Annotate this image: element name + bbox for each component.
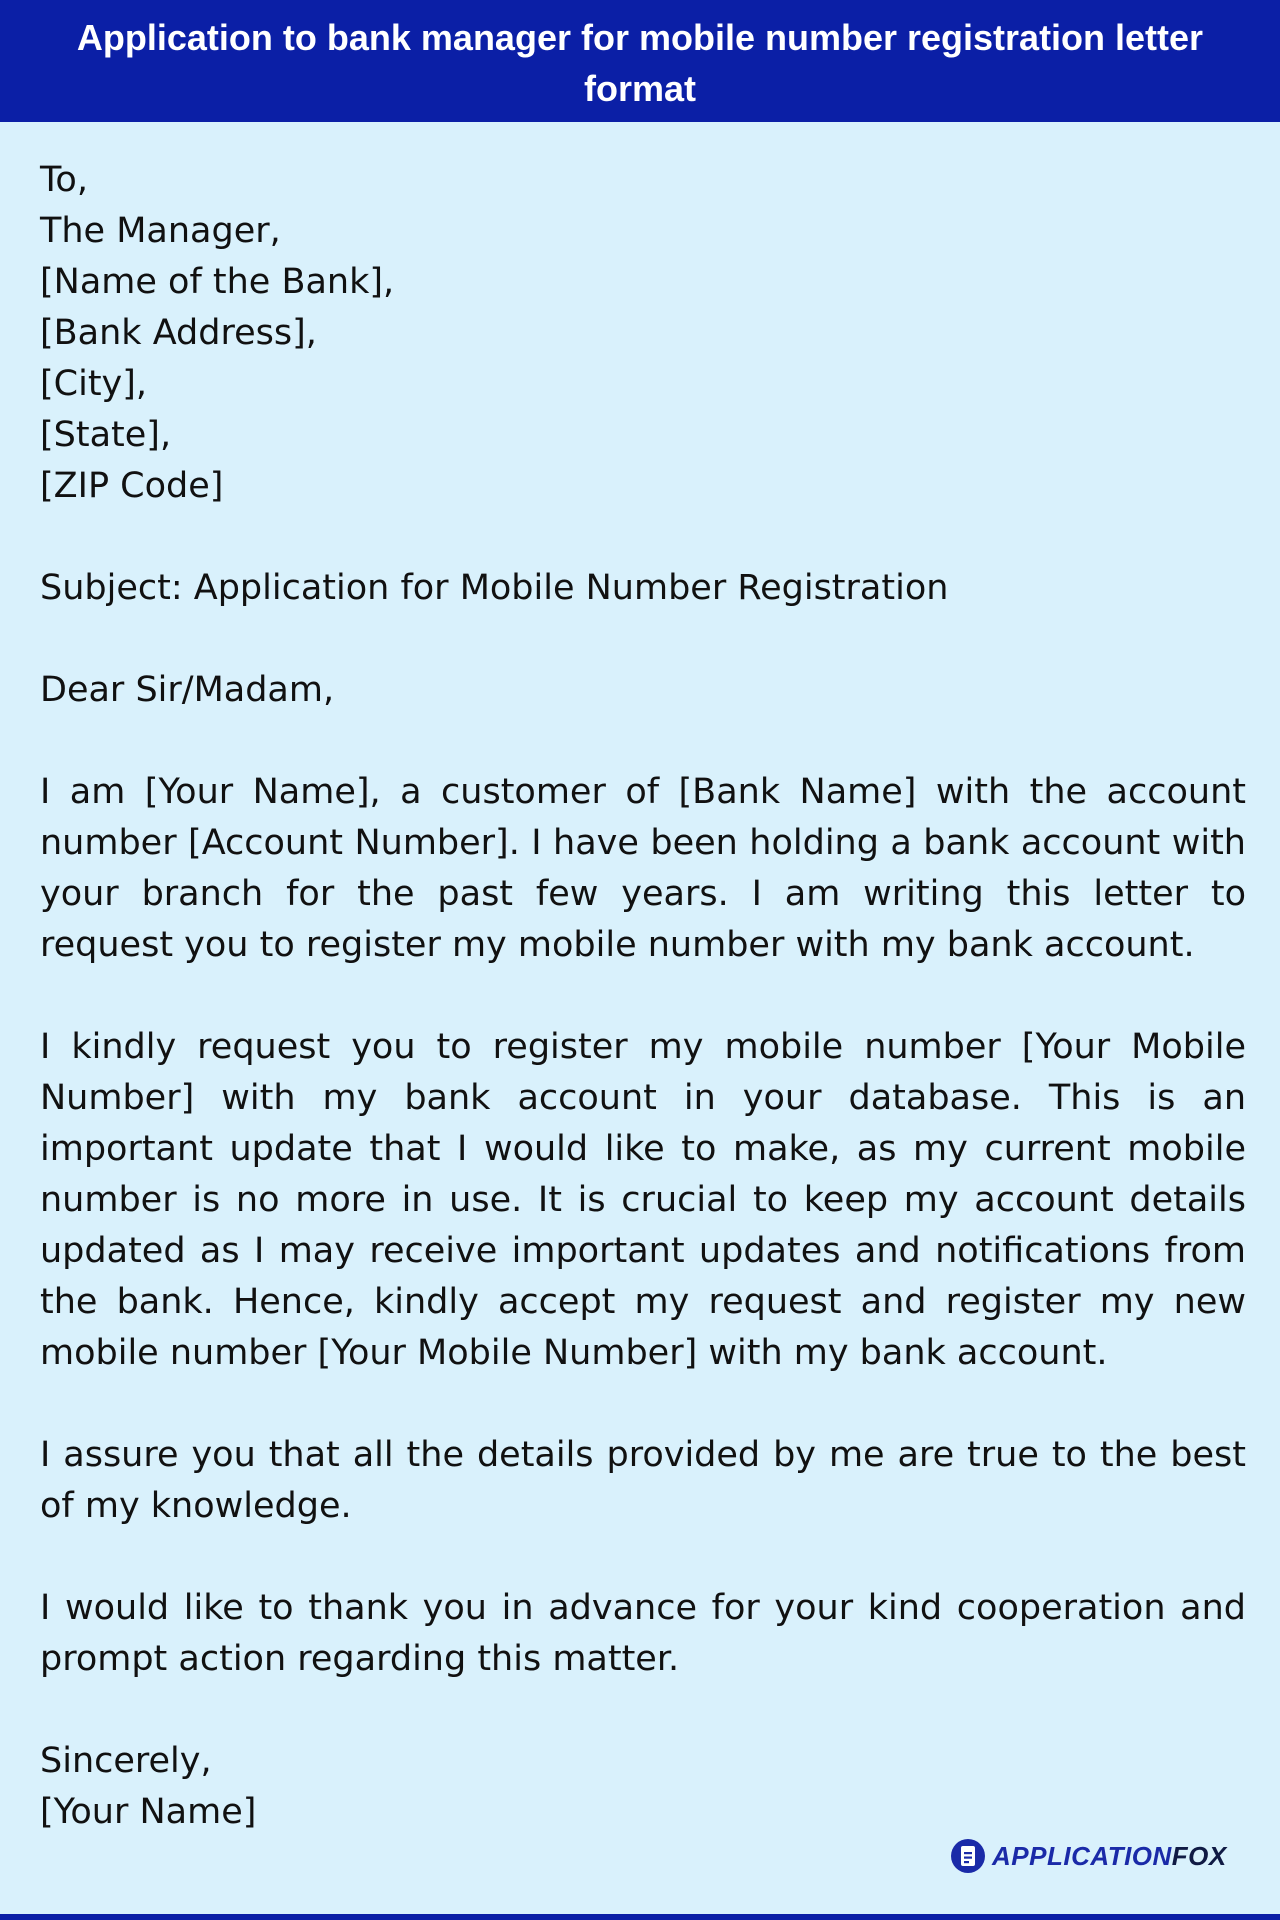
address-line: To, <box>40 160 88 200</box>
logo-wordmark <box>992 1841 1227 1872</box>
recipient-address <box>40 155 1246 512</box>
salutation: Dear Sir/Madam, <box>40 670 335 710</box>
address-line: [State], <box>40 415 172 455</box>
applicationfox-logo <box>950 1836 1227 1876</box>
address-line: [ZIP Code] <box>40 466 224 506</box>
logo-text-fox: FOX <box>1171 1840 1227 1871</box>
body-paragraph: I kindly request you to register my mobile number [Your Mobile Number] with my bank account in your database. This is an important update that I would like to make, as my current mobile number is no more in use. It is crucial to keep my account details updated as I may receive important updates and notifications from the bank. Hence, kindly accept my request and register my new mobile number [Your Mobile Number] with my bank account. <box>40 1027 1246 1373</box>
closing: Sincerely, <box>40 1741 212 1781</box>
body-paragraph: I would like to thank you in advance for your kind cooperation and prompt action regarding this matter. <box>40 1588 1246 1679</box>
page-title: Application to bank manager for mobile number registration letter format <box>0 0 1280 122</box>
logo-text-application: APPLICATION <box>992 1840 1172 1871</box>
footer-bar <box>0 1914 1280 1920</box>
address-line: [Bank Address], <box>40 313 317 353</box>
document-icon <box>950 1838 986 1874</box>
letter-body <box>40 155 1246 1838</box>
address-line: [Name of the Bank], <box>40 262 395 302</box>
address-line: [City], <box>40 364 148 404</box>
subject-line: Subject: Application for Mobile Number Registration <box>40 568 949 608</box>
signature: [Your Name] <box>40 1792 257 1832</box>
body-paragraph: I am [Your Name], a customer of [Bank Name] with the account number [Account Number]. I have been holding a bank account with your branch for the past few years. I am writing this letter to request you to register my mobile number with my bank account. <box>40 772 1246 965</box>
address-line: The Manager, <box>40 211 281 251</box>
body-paragraph: I assure you that all the details provided by me are true to the best of my knowledge. <box>40 1435 1246 1526</box>
